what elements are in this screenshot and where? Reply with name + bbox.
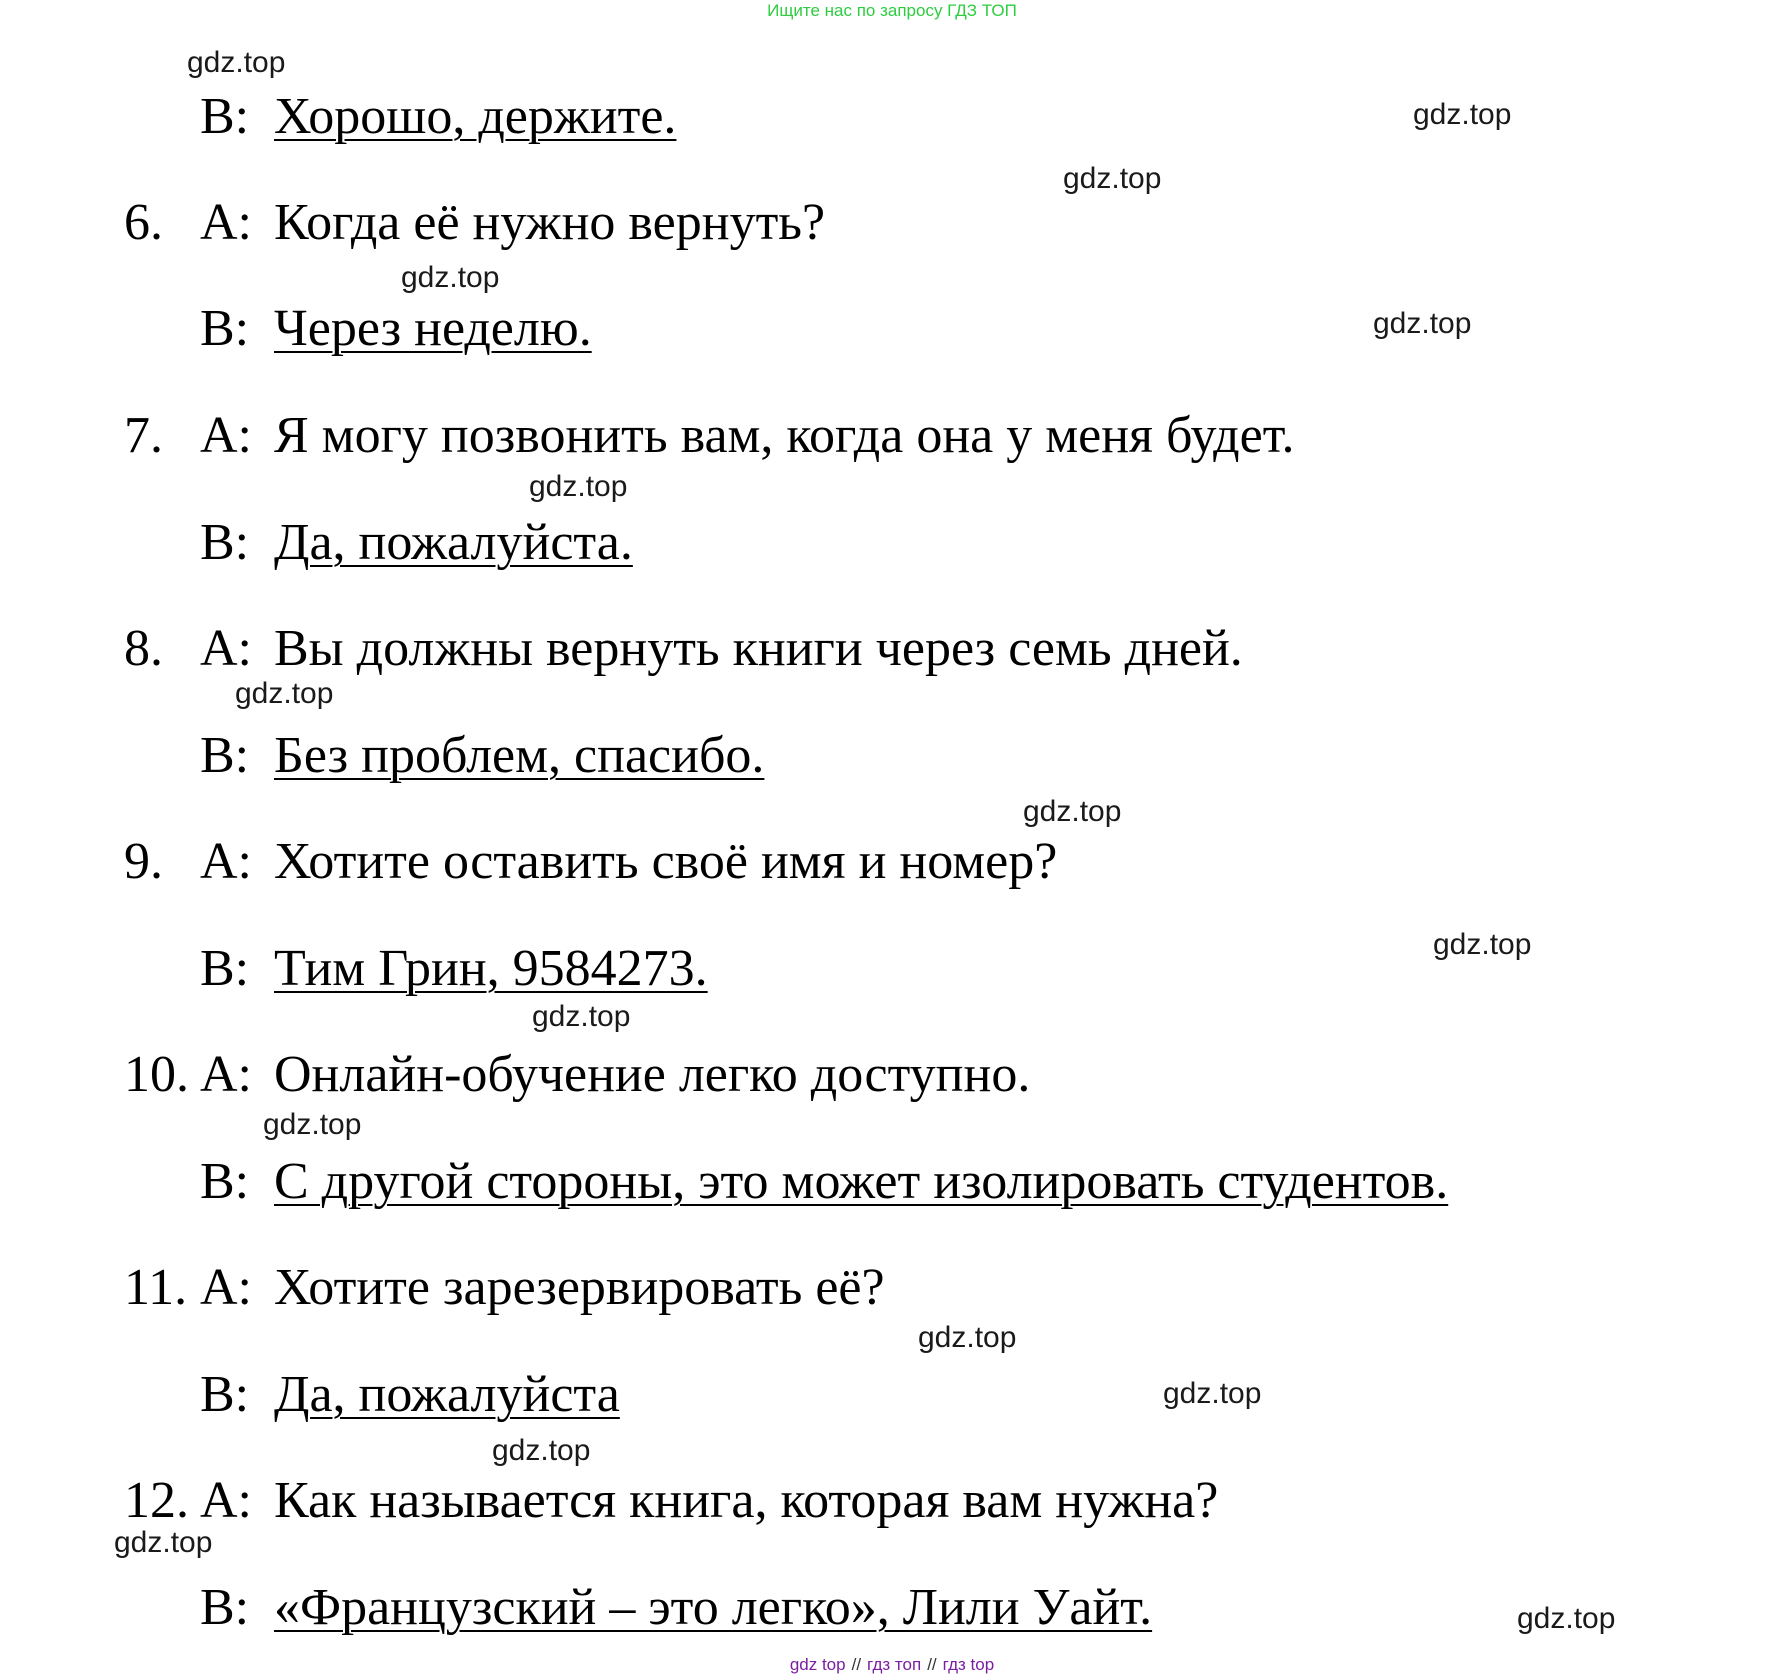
- question-text: Вы должны вернуть книги через семь дней.: [274, 620, 1243, 677]
- speaker-a-label: A:: [200, 194, 252, 251]
- speaker-a-label: A:: [200, 620, 252, 677]
- speaker-a-label: A:: [200, 1472, 252, 1529]
- watermark: gdz.top: [1023, 795, 1122, 828]
- answer-text: С другой стороны, это может изолировать студентов.: [274, 1153, 1449, 1210]
- question-text: Хотите оставить своё имя и номер?: [274, 833, 1058, 890]
- speaker-b-label: B:: [200, 1366, 250, 1423]
- item-number: 8.: [124, 620, 163, 677]
- speaker-a-label: A:: [200, 407, 252, 464]
- question-text: Я могу позвонить вам, когда она у меня будет.: [274, 407, 1295, 464]
- answer-text: Через неделю.: [274, 300, 592, 357]
- question-text: Хотите зарезервировать её?: [274, 1259, 885, 1316]
- answer-text: «Французский – это легко», Лили Уайт.: [274, 1579, 1153, 1636]
- answer-text: Хорошо, держите.: [274, 88, 677, 145]
- watermark: gdz.top: [263, 1108, 362, 1141]
- speaker-b-label: B:: [200, 1153, 250, 1210]
- watermark: gdz.top: [401, 261, 500, 294]
- question-text: Когда её нужно вернуть?: [274, 194, 826, 251]
- speaker-b-label: B:: [200, 727, 250, 784]
- watermark: gdz.top: [1373, 307, 1472, 340]
- watermark: gdz.top: [1413, 98, 1512, 131]
- answer-text: Да, пожалуйста: [274, 1366, 620, 1423]
- watermark: gdz.top: [918, 1321, 1017, 1354]
- item-number: 11.: [124, 1259, 188, 1316]
- bottom-banner: [0, 1655, 1784, 1675]
- watermark: gdz.top: [529, 470, 628, 503]
- speaker-b-label: B:: [200, 940, 250, 997]
- watermark: gdz.top: [1063, 162, 1162, 195]
- answer-text: Да, пожалуйста.: [274, 514, 633, 571]
- item-number: 10.: [124, 1046, 189, 1103]
- answer-text: Тим Грин, 9584273.: [274, 940, 708, 997]
- footer-separator: //: [851, 1655, 862, 1674]
- watermark: gdz.top: [187, 46, 286, 79]
- watermark: gdz.top: [492, 1434, 591, 1467]
- item-number: 9.: [124, 833, 163, 890]
- item-number: 7.: [124, 407, 163, 464]
- watermark: gdz.top: [1163, 1377, 1262, 1410]
- item-number: 12.: [124, 1472, 189, 1529]
- footer-link[interactable]: gdz top: [789, 1655, 846, 1674]
- speaker-b-label: B:: [200, 88, 250, 145]
- watermark: gdz.top: [114, 1526, 213, 1559]
- footer-separator: //: [927, 1655, 937, 1674]
- item-number: 6.: [124, 194, 163, 251]
- speaker-b-label: B:: [200, 300, 250, 357]
- speaker-a-label: A:: [200, 833, 252, 890]
- top-banner: Ищите нас по запросу ГДЗ ТОП: [767, 1, 1017, 20]
- watermark: gdz.top: [235, 677, 334, 710]
- watermark: gdz.top: [532, 1000, 631, 1033]
- watermark: gdz.top: [1433, 928, 1532, 961]
- speaker-b-label: B:: [200, 1579, 250, 1636]
- footer-link[interactable]: гдз top: [942, 1655, 995, 1674]
- question-text: Как называется книга, которая вам нужна?: [274, 1472, 1219, 1529]
- speaker-a-label: A:: [200, 1046, 252, 1103]
- speaker-b-label: B:: [200, 514, 250, 571]
- footer-link[interactable]: гдз топ: [867, 1655, 922, 1674]
- question-text: Онлайн-обучение легко доступно.: [274, 1046, 1031, 1103]
- answer-text: Без проблем, спасибо.: [274, 727, 765, 784]
- watermark: gdz.top: [1517, 1602, 1616, 1635]
- speaker-a-label: A:: [200, 1259, 252, 1316]
